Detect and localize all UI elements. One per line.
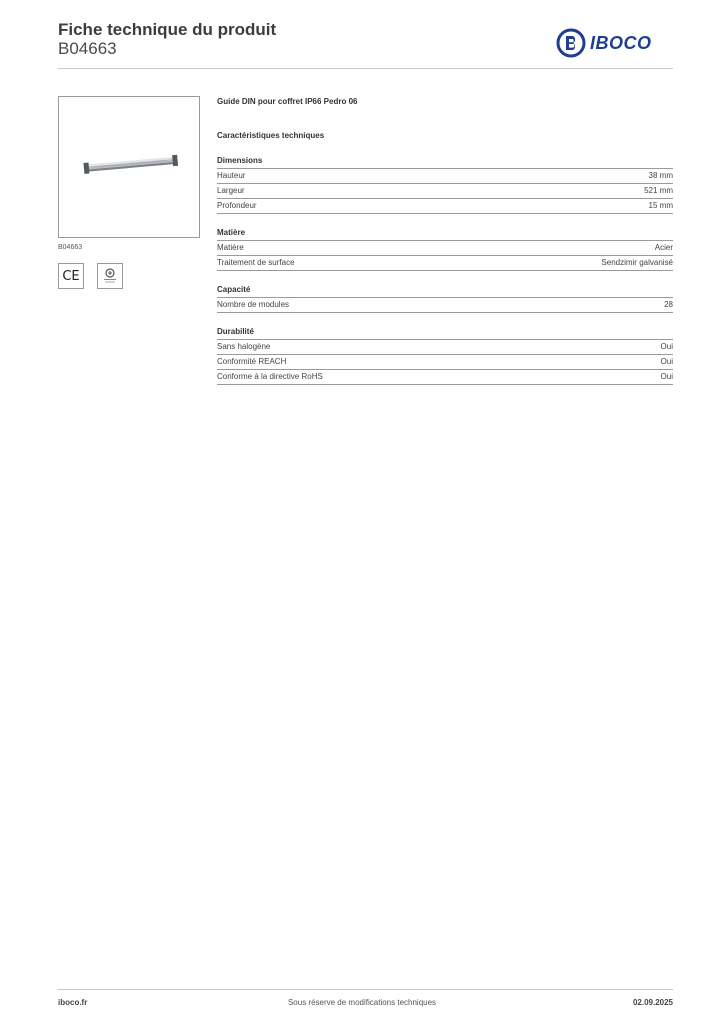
spec-value: 28 <box>664 300 673 309</box>
section-sustainability <box>217 326 673 385</box>
spec-row <box>217 184 673 199</box>
din-rail-illustration <box>59 97 199 237</box>
product-code: B04663 <box>58 39 117 58</box>
spec-label: Matière <box>217 243 244 252</box>
iboco-logo[interactable] <box>556 28 652 58</box>
spec-row <box>217 355 673 370</box>
spec-value: Oui <box>660 372 673 381</box>
section-capacity <box>217 284 673 313</box>
spec-value: 38 mm <box>648 171 673 180</box>
spec-label: Conformité REACH <box>217 357 287 366</box>
spec-label: Sans halogène <box>217 342 271 351</box>
spec-label: Profondeur <box>217 201 257 210</box>
footer-divider <box>58 989 673 990</box>
spec-content <box>217 96 673 385</box>
page-title: Fiche technique du produit <box>58 20 277 39</box>
section-material <box>217 227 673 271</box>
halogen-free-icon <box>97 263 123 289</box>
ce-mark-icon <box>58 263 84 289</box>
header-divider <box>58 68 673 69</box>
spec-heading: Caractéristiques techniques <box>217 131 325 140</box>
spec-row <box>217 340 673 355</box>
spec-label: Traitement de surface <box>217 258 295 267</box>
spec-row <box>217 370 673 385</box>
spec-label: Hauteur <box>217 171 246 180</box>
product-name: Guide DIN pour coffret IP66 Pedro 06 <box>217 97 358 106</box>
section-title: Matière <box>217 227 673 241</box>
spec-value: Oui <box>660 357 673 366</box>
spec-row <box>217 298 673 313</box>
spec-row <box>217 199 673 214</box>
spec-row <box>217 241 673 256</box>
footer-notice: Sous réserve de modifications techniques <box>287 998 437 1007</box>
spec-value: 521 mm <box>644 186 673 195</box>
logo-text: IBOCO <box>590 32 652 53</box>
spec-value: Oui <box>660 342 673 351</box>
product-image <box>58 96 200 238</box>
spec-value: 15 mm <box>648 201 673 210</box>
section-title: Dimensions <box>217 155 673 169</box>
spec-value: Acier <box>654 243 673 252</box>
footer-website-link[interactable]: iboco.fr <box>58 998 88 1007</box>
ce-mark-label: CE <box>62 268 80 284</box>
spec-label: Nombre de modules <box>217 300 290 309</box>
section-title: Capacité <box>217 284 673 298</box>
spec-row <box>217 256 673 271</box>
spec-label: Largeur <box>217 186 245 195</box>
image-caption: B04663 <box>58 244 83 251</box>
spec-row <box>217 169 673 184</box>
spec-value: Sendzimir galvanisé <box>601 258 673 267</box>
section-dimensions <box>217 155 673 214</box>
iboco-logo-icon <box>556 28 586 58</box>
spec-label: Conforme à la directive RoHS <box>217 372 323 381</box>
footer-date: 02.09.2025 <box>632 998 673 1007</box>
section-title: Durabilité <box>217 326 673 340</box>
